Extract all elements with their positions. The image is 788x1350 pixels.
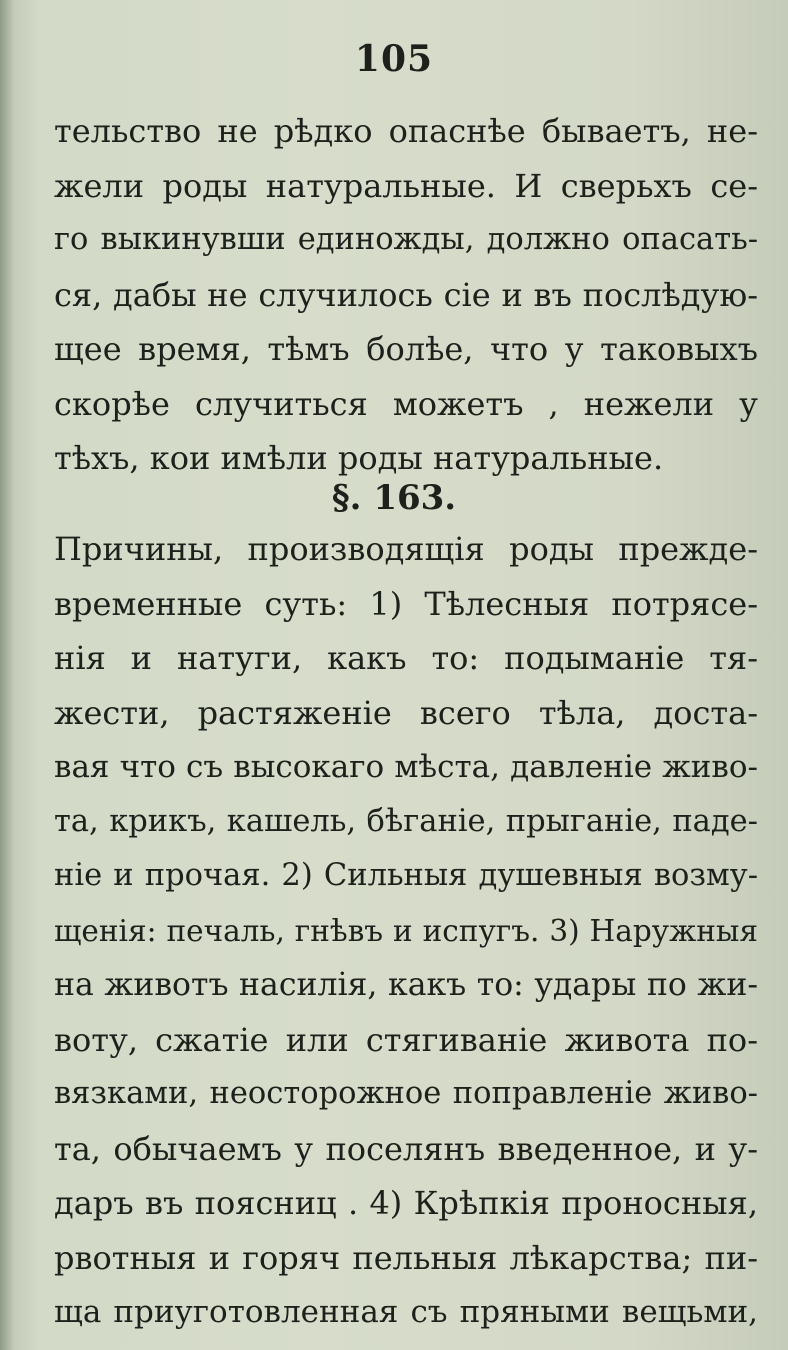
paragraph-causes [54, 522, 758, 1340]
text-line: тѣхъ, кои имѣли роды натуральные. [54, 439, 664, 477]
text-line: тельство не рѣдко опаснѣе бываетъ, не- [54, 112, 758, 150]
page-number: 105 [354, 38, 434, 80]
text-line: ща приуготовленная съ пряными вещьми, [54, 1294, 758, 1330]
page-binding-edge [0, 0, 14, 1350]
text-line: та, крикъ, кашель, бѣганiе, прыганiе, паде- [54, 803, 758, 839]
text-line: го выкинувши единожды, должно опасать- [54, 222, 758, 257]
text-line: та, обычаемъ у поселянъ введенное, и у- [54, 1129, 758, 1168]
section-heading: §. 163. [331, 478, 457, 518]
paragraph-continued [54, 104, 758, 486]
text-line: на животъ насилiя, какъ то: удары по жи- [54, 967, 758, 1003]
text-line: воту, сжатiе или стягиванiе живота по- [54, 1020, 758, 1059]
text-line: рвотныя и горяч пельныя лѣкарства; пи- [54, 1238, 758, 1277]
text-line: нiя и натуги, какъ то: подыманiе тя- [54, 639, 758, 677]
text-line: нiе и прочая. 2) Сильныя душевныя возму- [54, 858, 758, 893]
text-line: жести, растяженiе всего тѣла, доста- [54, 693, 758, 732]
text-line: вязками, неосторожное поправленiе живо- [54, 1076, 758, 1111]
text-line: щее время, тѣмъ болѣе, что у таковыхъ [54, 330, 758, 368]
text-line: вая что съ высокаго мѣста, давленiе живо- [54, 749, 758, 785]
text-line: жели роды натуральные. И сверьхъ се- [54, 166, 758, 205]
text-line: скорѣе случиться можетъ , нежели у [54, 384, 758, 423]
text-line: Причины, производящiя роды прежде- [54, 530, 758, 568]
text-line: временные суть: 1) Тѣлесныя потрясе- [54, 584, 758, 623]
text-line: даръ въ поясниц . 4) Крѣпкiя проносныя, [54, 1184, 758, 1222]
text-line: щенiя: печаль, гнѣвъ и испугъ. 3) Наружныя [54, 913, 758, 948]
text-line: ся, дабы не случилось сiе и въ послѣдую- [54, 275, 758, 314]
